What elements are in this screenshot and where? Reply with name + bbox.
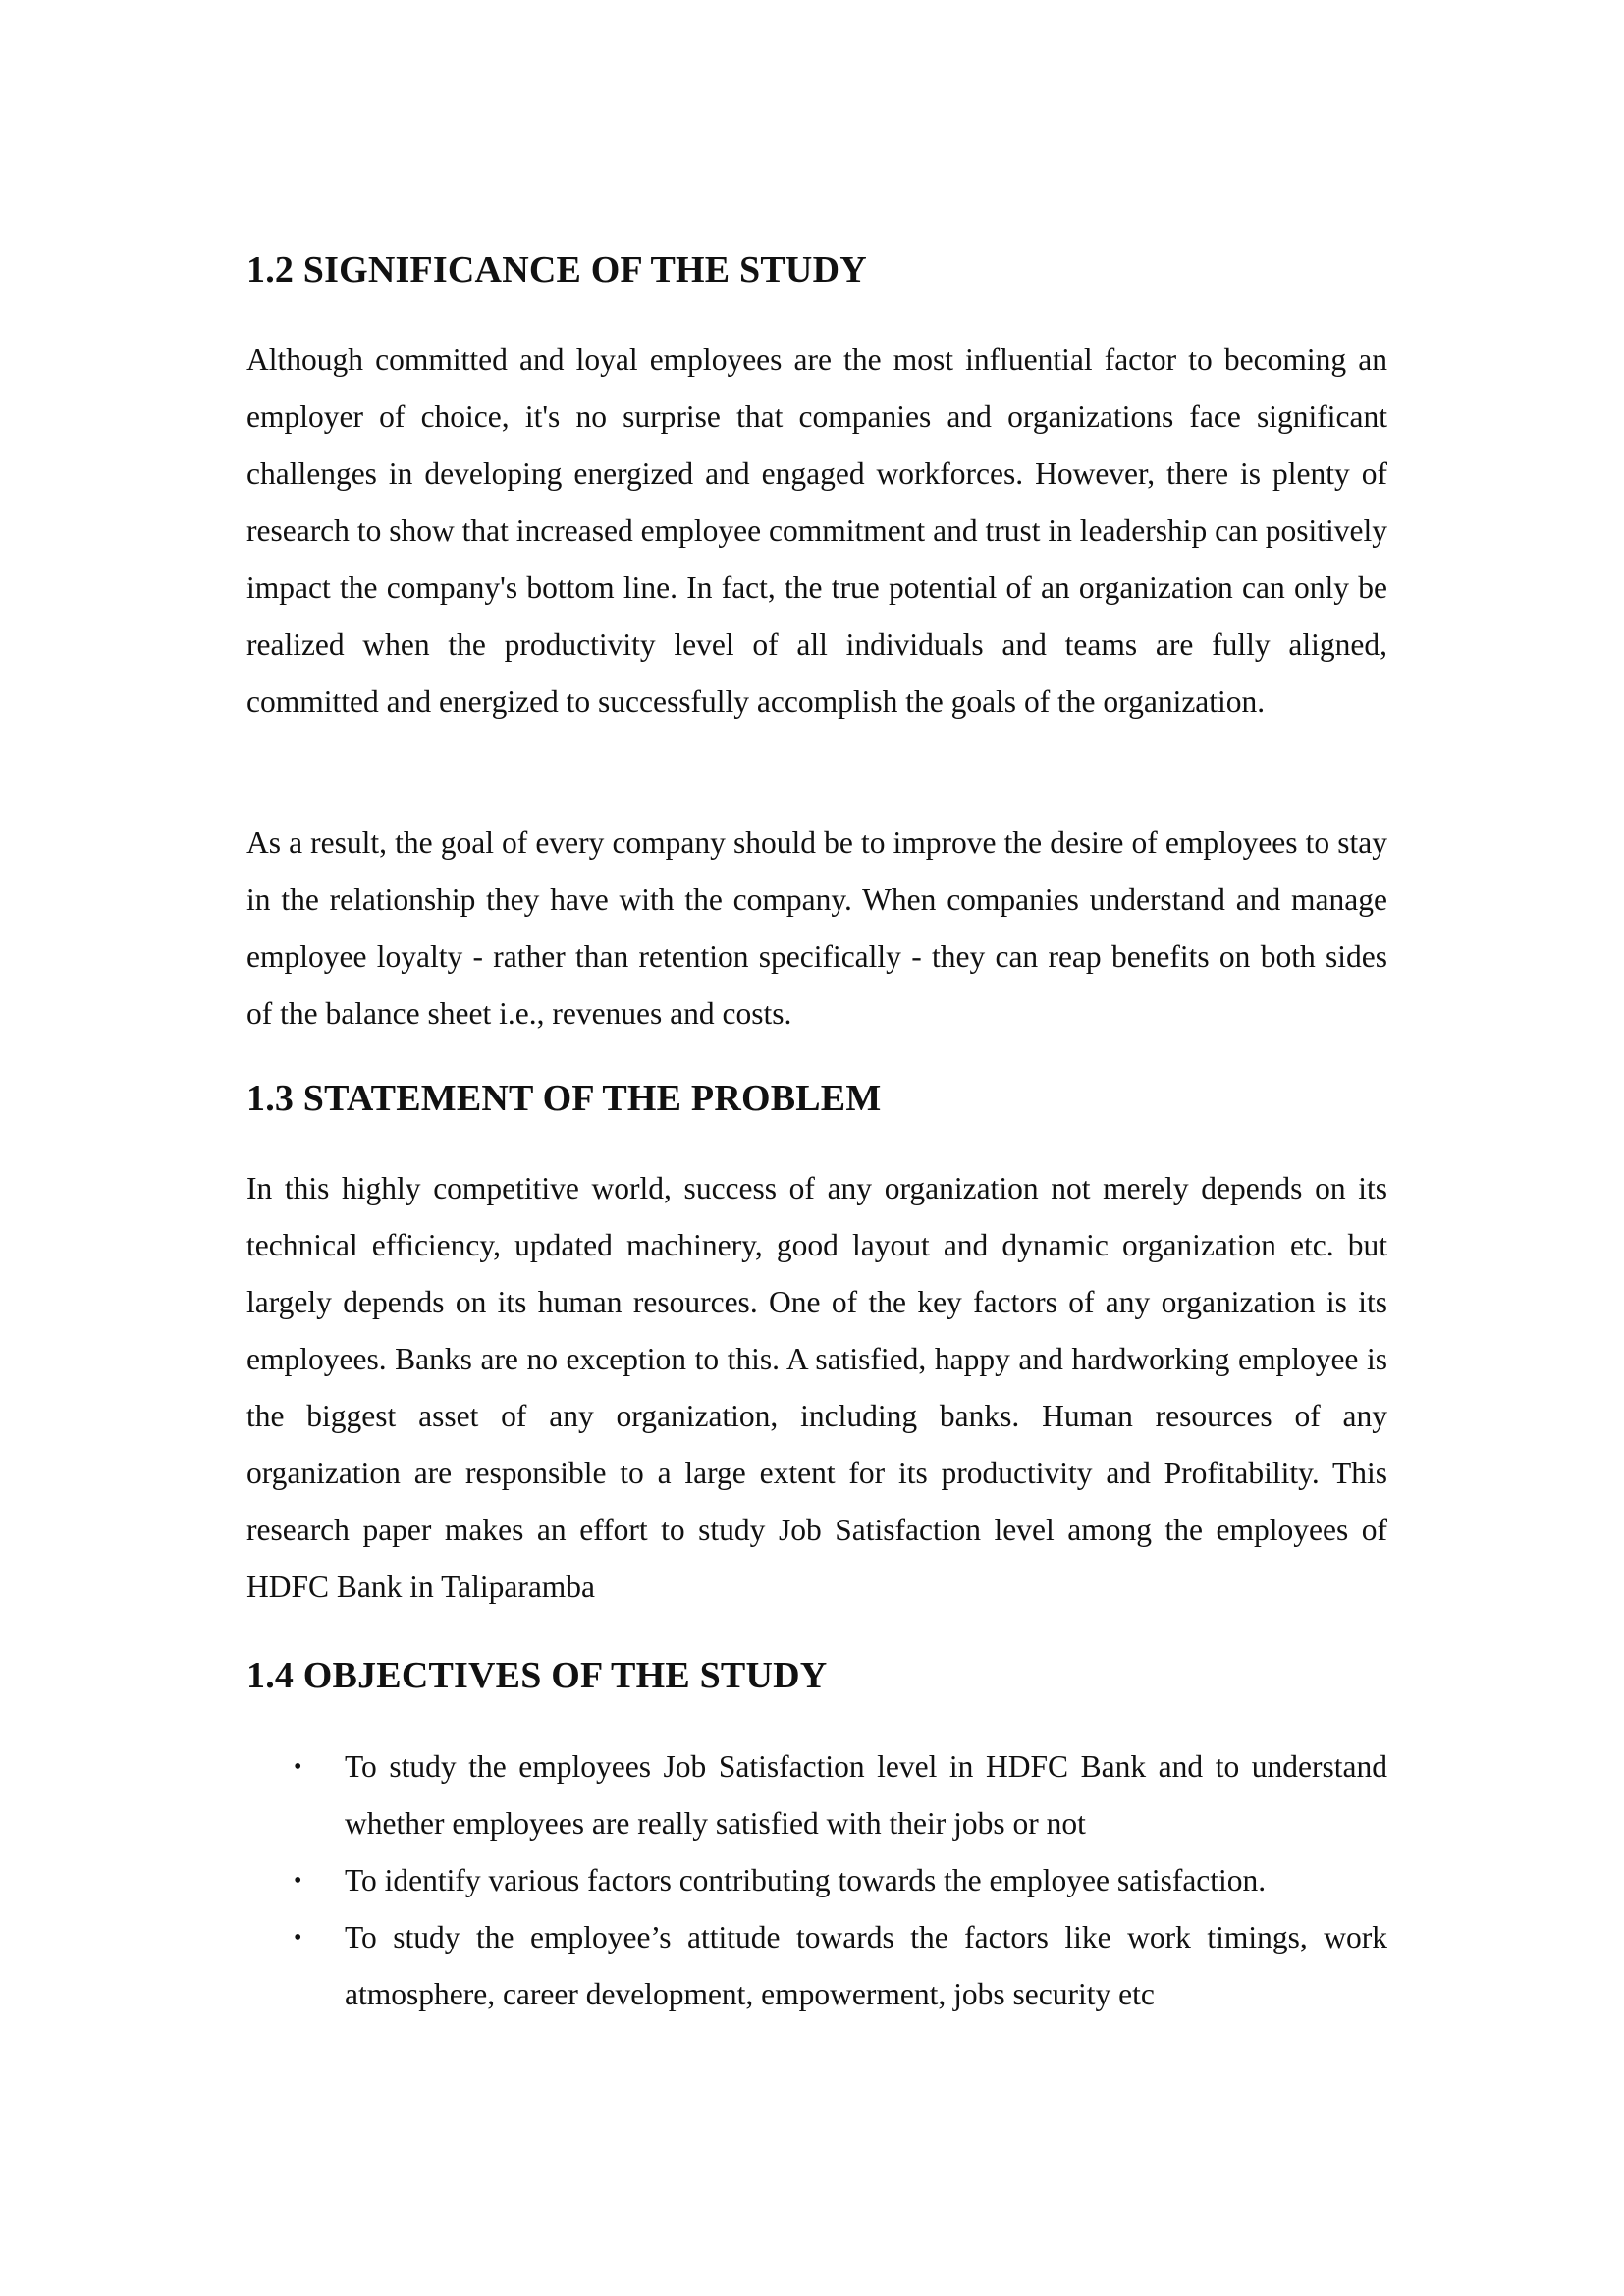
paragraph-significance-2: As a result, the goal of every company should be to improve the desire of employees to stay in the relationship they have with the company. When companies understand and manage employee loyalty - rather than retention specifically - they can reap benefits on both sides of the balance sheet i.e., revenues and costs. (246, 826, 1387, 1031)
section-heading-problem: 1.3 STATEMENT OF THE PROBLEM (246, 1078, 882, 1119)
section-heading-significance: 1.2 SIGNIFICANCE OF THE STUDY (246, 249, 867, 291)
list-item-text: To identify various factors contributing towards the employee satisfaction. (345, 1863, 1267, 1897)
section-heading-objectives: 1.4 OBJECTIVES OF THE STUDY (246, 1655, 828, 1696)
bullet-icon: • (294, 1925, 302, 1950)
bullet-icon: • (294, 1754, 302, 1780)
objectives-list (246, 1738, 1387, 2023)
list-item-text: To study the employees Job Satisfaction level in HDFC Bank and to understand whether employees are really satisfied with their jobs or not (345, 1749, 1387, 1841)
paragraph-problem: In this highly competitive world, success of any organization not merely depends on its technical efficiency, updated machinery, good layout and dynamic organization etc. but largely depends on its human resources. One of the key factors of any organization is its employees. Banks are no exception to this. A satisfied, happy and hardworking employee is the biggest asset of any organization, including banks. Human resources of any organization are responsible to a large extent for its productivity and Profitability. This research paper makes an effort to study Job Satisfaction level among the employees of HDFC Bank in Taliparamba (246, 1171, 1387, 1604)
list-item (246, 1738, 1387, 1852)
list-item (246, 1852, 1387, 1909)
list-item-text: To study the employee’s attitude towards the factors like work timings, work atmosphere, career development, empowerment, jobs security etc (345, 1920, 1387, 2011)
list-item (246, 1909, 1387, 2023)
bullet-icon: • (294, 1868, 302, 1894)
paragraph-significance-1: Although committed and loyal employees are the most influential factor to becoming an employer of choice, it's no surprise that companies and organizations face significant challenges in developing energized and engaged workforces. However, there is plenty of research to show that increased employee commitment and trust in leadership can positively impact the company's bottom line. In fact, the true potential of an organization can only be realized when the productivity level of all individuals and teams are fully aligned, committed and energized to successfully accomplish the goals of the organization. (246, 343, 1387, 719)
